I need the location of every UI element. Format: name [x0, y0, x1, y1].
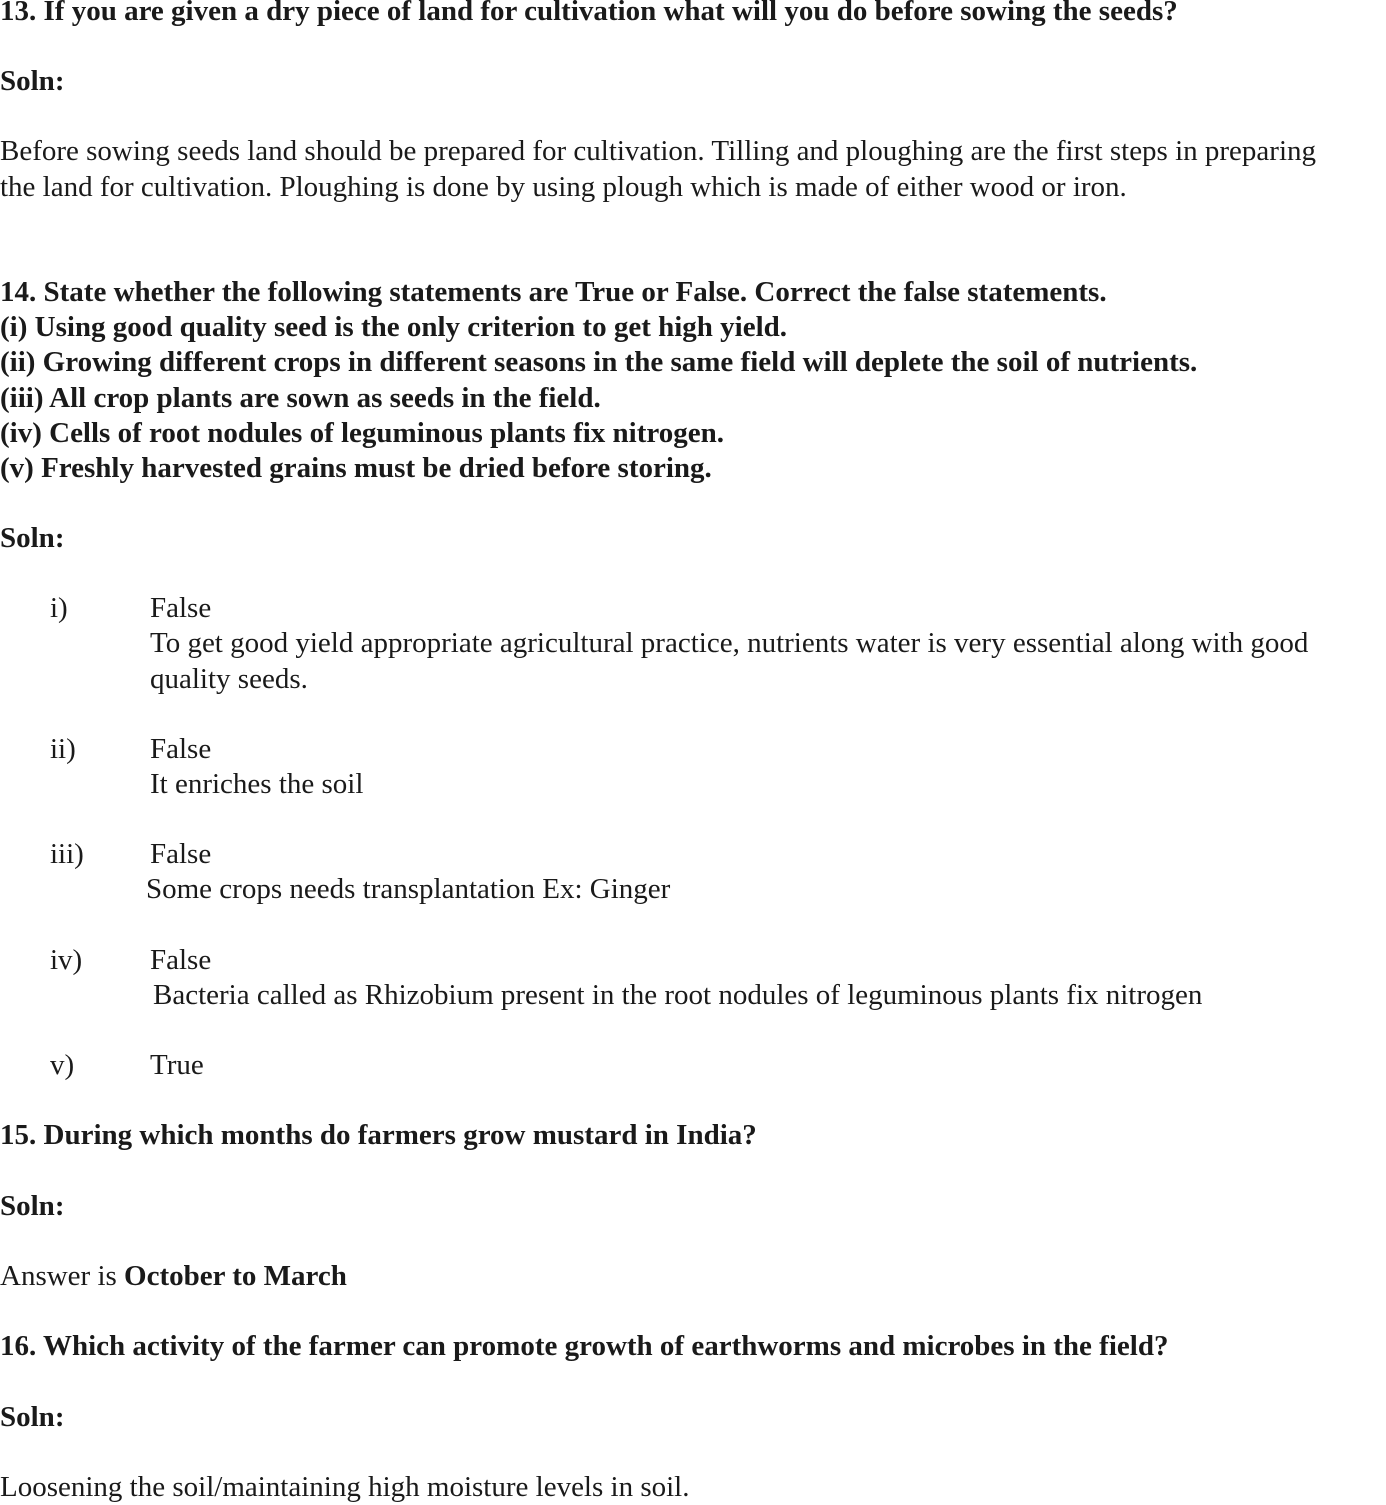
q14-statement-v: (v) Freshly harvested grains must be dried before storing.: [0, 452, 712, 484]
q14-question: 14. State whether the following statements are True or False. Correct the false statements.: [0, 276, 1107, 308]
q13-answer-line-1: Before sowing seeds land should be prepared for cultivation. Tilling and ploughing are the first steps in preparing: [0, 135, 1317, 167]
q14-answer-num-ii: ii): [50, 733, 76, 765]
q14-statement-iii: (iii) All crop plants are sown as seeds in the field.: [0, 382, 601, 414]
q14-answer-explanation-i-2: quality seeds.: [150, 663, 308, 695]
q14-answer-num-iii: iii): [50, 838, 84, 870]
q14-answer-verdict-ii: False: [150, 733, 212, 765]
q15-answer-bold: October to March: [124, 1260, 347, 1292]
q16-soln-label: Soln:: [0, 1401, 65, 1433]
q14-answer-verdict-iv: False: [150, 944, 212, 976]
q14-statement-i: (i) Using good quality seed is the only criterion to get high yield.: [0, 311, 788, 343]
q14-answer-explanation-iii: Some crops needs transplantation Ex: Ginger: [146, 873, 671, 905]
q14-answer-num-iv: iv): [50, 944, 83, 976]
q14-answer-explanation-i-1: To get good yield appropriate agricultural practice, nutrients water is very essential along with good: [150, 627, 1309, 659]
q16-answer: Loosening the soil/maintaining high moisture levels in soil.: [0, 1471, 690, 1503]
q14-answer-num-v: v): [50, 1049, 75, 1081]
q13-question: 13. If you are given a dry piece of land for cultivation what will you do before sowing the seeds?: [0, 0, 1178, 27]
q13-soln-label: Soln:: [0, 65, 65, 97]
q14-soln-label: Soln:: [0, 522, 65, 554]
q14-statement-ii: (ii) Growing different crops in different seasons in the same field will deplete the soil of nutrients.: [0, 346, 1198, 378]
q15-soln-label: Soln:: [0, 1190, 65, 1222]
q14-answer-explanation-ii: It enriches the soil: [150, 768, 364, 800]
q16-question: 16. Which activity of the farmer can promote growth of earthworms and microbes in the field?: [0, 1330, 1169, 1362]
q14-answer-explanation-iv: Bacteria called as Rhizobium present in the root nodules of leguminous plants fix nitrogen: [153, 979, 1203, 1011]
q14-answer-num-i: i): [50, 592, 68, 624]
q14-answer-verdict-i: False: [150, 592, 212, 624]
q13-answer-line-2: the land for cultivation. Ploughing is done by using plough which is made of either wood or iron.: [0, 171, 1127, 203]
q15-question: 15. During which months do farmers grow mustard in India?: [0, 1119, 757, 1151]
q14-statement-iv: (iv) Cells of root nodules of leguminous plants fix nitrogen.: [0, 417, 724, 449]
q15-answer-prefix: Answer is: [0, 1260, 125, 1292]
q15-answer: [0, 1259, 347, 1294]
q14-answer-verdict-iii: False: [150, 838, 212, 870]
q14-answer-verdict-v: True: [150, 1049, 204, 1081]
